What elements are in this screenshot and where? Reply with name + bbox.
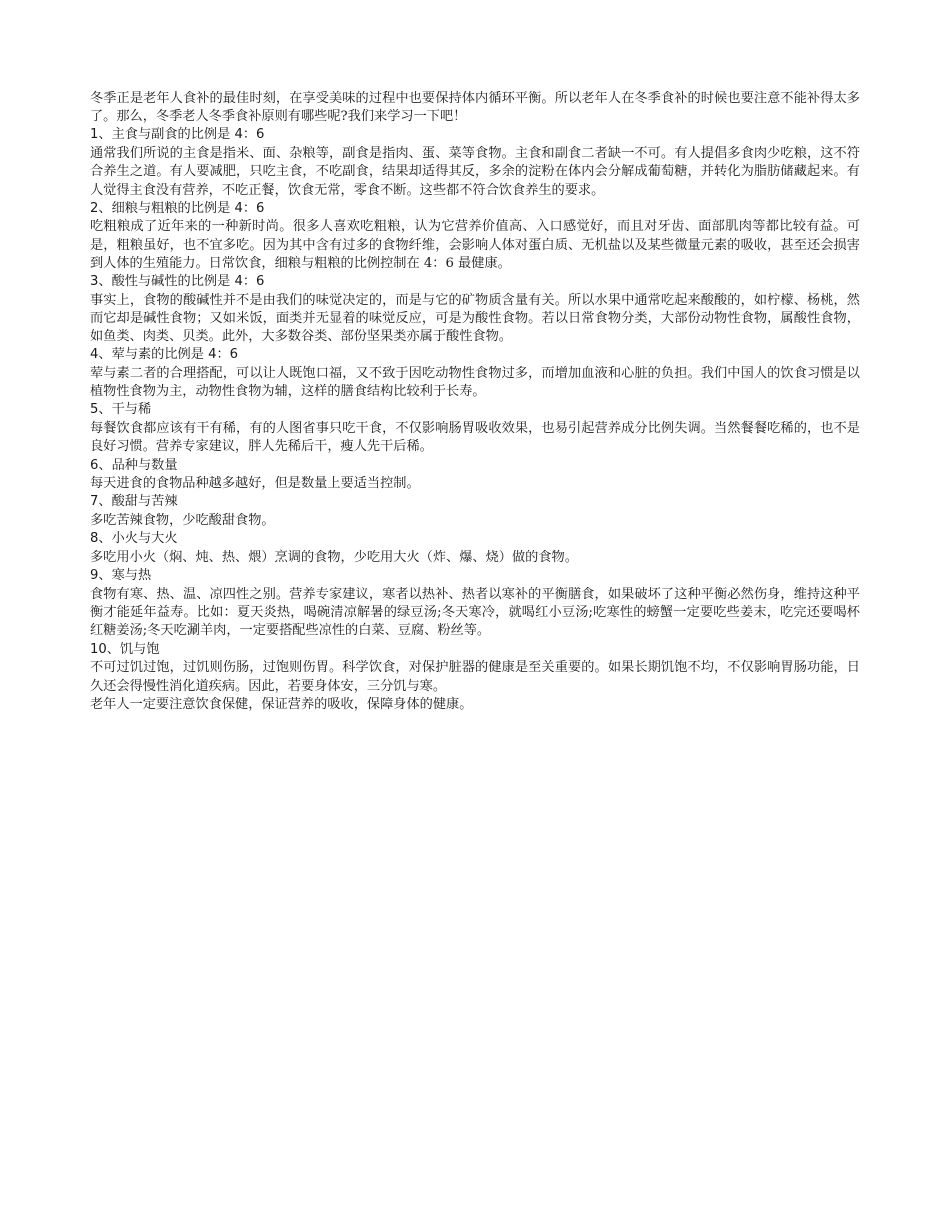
section-9: [90, 567, 860, 640]
section-6: [90, 457, 860, 494]
section-body: 荤与素二者的合理搭配，可以让人既饱口福，又不致于因吃动物性食物过多，而增加血液和心脏的负担。我们中国人的饮食习惯是以植物性食物为主，动物性食物为辅，这样的膳食结构比较利于长寿。: [90, 366, 860, 400]
section-4: [90, 346, 860, 401]
section-body: 事实上，食物的酸碱性并不是由我们的味觉决定的，而是与它的矿物质含量有关。所以水果中通常吃起来酸酸的，如柠檬、杨桃，然而它却是碱性食物；又如米饭，面类并无显着的味觉反应，可是为酸性食物。若以日常食物分类，大部份动物性食物，属酸性食物，如鱼类、肉类、贝类。此外，大多数谷类、部份坚果类亦属于酸性食物。: [90, 292, 860, 345]
section-body: 多吃苦辣食物，少吃酸甜食物。: [90, 513, 275, 529]
section-heading: 6、品种与数量: [90, 457, 178, 473]
section-body: 每天进食的食物品种越多越好，但是数量上要适当控制。: [90, 476, 420, 492]
document-body: [90, 90, 860, 714]
section-5: [90, 401, 860, 456]
section-2: [90, 200, 860, 273]
section-1: [90, 126, 860, 199]
section-heading: 10、饥与饱: [90, 641, 160, 657]
intro-paragraph: 冬季正是老年人食补的最佳时刻，在享受美味的过程中也要保持体内循环平衡。所以老年人在冬季食补的时候也要注意不能补得太多了。那么，冬季老人冬季食补原则有哪些呢?我们来学习一下吧！: [90, 91, 860, 125]
section-body: 食物有寒、热、温、凉四性之别。营养专家建议，寒者以热补、热者以寒补的平衡膳食，如果破坏了这种平衡必然伤身，维持这种平衡才能延年益寿。比如：夏天炎热，喝碗清凉解暑的绿豆汤;冬天寒冷，就喝红小豆汤;吃寒性的螃蟹一定要吃些姜末，吃完还要喝杯红糖姜汤;冬天吃涮羊肉，一定要搭配些凉性的白菜、豆腐、粉丝等。: [90, 586, 860, 639]
section-body: 通常我们所说的主食是指米、面、杂粮等，副食是指肉、蛋、菜等食物。主食和副食二者缺一不可。有人提倡多食肉少吃粮，这不符合养生之道。有人要减肥，只吃主食，不吃副食，结果却适得其反，多余的淀粉在体内会分解成葡萄糖，并转化为脂肪储藏起来。有人觉得主食没有营养，不吃正餐，饮食无常，零食不断。这些都不符合饮食养生的要求。: [90, 146, 860, 198]
section-body: 每餐饮食都应该有干有稀，有的人图省事只吃干食，不仅影响肠胃吸收效果，也易引起营养成分比例失调。当然餐餐吃稀的，也不是良好习惯。营养专家建议，胖人先稀后干，瘦人先干后稀。: [90, 421, 860, 455]
section-body: 多吃用小火（焖、炖、热、煨）烹调的食物，少吃用大火（炸、爆、烧）做的食物。: [90, 550, 578, 566]
section-7: [90, 493, 860, 530]
section-heading: 9、寒与热: [90, 568, 152, 584]
section-heading: 8、小火与大火: [90, 531, 178, 547]
section-heading: 2、细粮与粗粮的比例是 4：6: [90, 200, 265, 216]
section-heading: 1、主食与副食的比例是 4：6: [90, 127, 265, 143]
conclusion-paragraph: 老年人一定要注意饮食保健，保证营养的吸收，保障身体的健康。: [90, 696, 473, 712]
section-heading: 5、干与稀: [90, 402, 152, 418]
section-10: [90, 641, 860, 696]
section-heading: 3、酸性与碱性的比例是 4：6: [90, 274, 265, 290]
section-heading: 7、酸甜与苦辣: [90, 494, 178, 510]
section-8: [90, 530, 860, 567]
section-heading: 4、荤与素的比例是 4：6: [90, 347, 239, 363]
section-3: [90, 273, 860, 346]
section-body: 吃粗粮成了近年来的一种新时尚。很多人喜欢吃粗粮，认为它营养价值高、入口感觉好，而且对牙齿、面部肌肉等都比较有益。可是，粗粮虽好，也不宜多吃。因为其中含有过多的食物纤维，会影响人体对蛋白质、无机盐以及某些微量元素的吸收，甚至还会损害到人体的生殖能力。日常饮食，细粮与粗粮的比例控制在 4：6 最健康。: [90, 219, 860, 271]
section-body: 不可过饥过饱，过饥则伤肠，过饱则伤胃。科学饮食，对保护脏器的健康是至关重要的。如果长期饥饱不均，不仅影响胃肠功能，日久还会得慢性消化道疾病。因此，若要身体安，三分饥与寒。: [90, 660, 860, 694]
